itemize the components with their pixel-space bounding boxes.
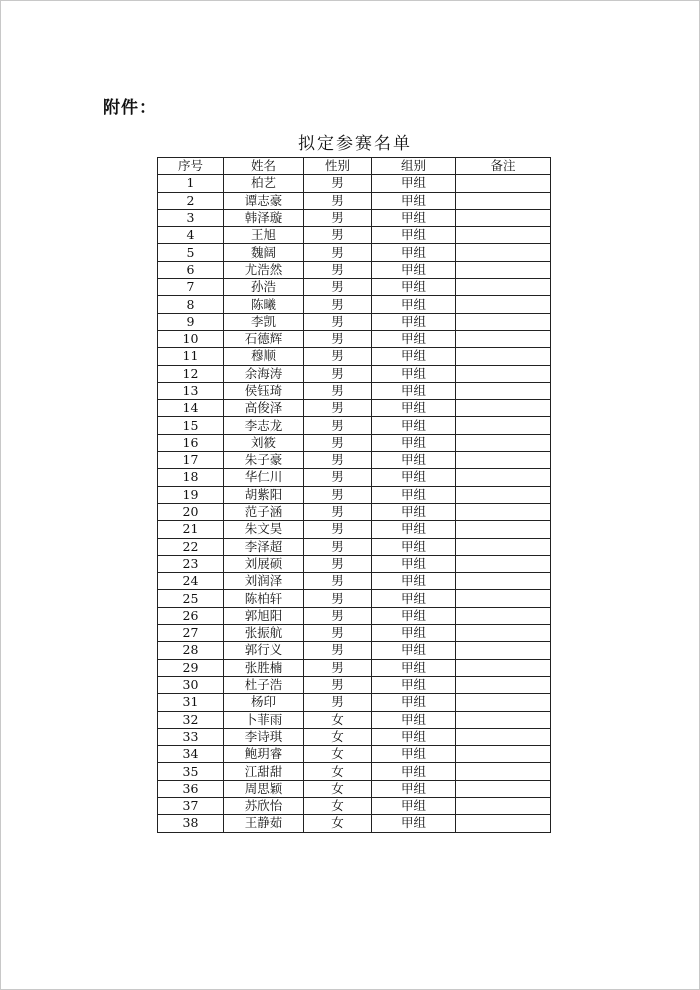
cell-group: 甲组	[372, 469, 456, 486]
cell-no: 28	[158, 642, 224, 659]
table-row	[158, 763, 551, 780]
cell-note	[456, 365, 551, 382]
cell-group: 甲组	[372, 330, 456, 347]
cell-note	[456, 590, 551, 607]
cell-name: 刘筱	[224, 434, 304, 451]
cell-name: 侯钰琦	[224, 382, 304, 399]
table-row	[158, 348, 551, 365]
cell-gender: 女	[304, 763, 372, 780]
cell-note	[456, 417, 551, 434]
cell-group: 甲组	[372, 797, 456, 814]
cell-gender: 男	[304, 434, 372, 451]
cell-group: 甲组	[372, 400, 456, 417]
cell-gender: 男	[304, 659, 372, 676]
attachment-label: 附件：	[103, 98, 157, 118]
cell-gender: 女	[304, 815, 372, 832]
cell-group: 甲组	[372, 815, 456, 832]
cell-note	[456, 400, 551, 417]
table-row	[158, 382, 551, 399]
cell-name: 郭行义	[224, 642, 304, 659]
cell-note	[456, 313, 551, 330]
table-row	[158, 555, 551, 572]
cell-no: 16	[158, 434, 224, 451]
cell-group: 甲组	[372, 607, 456, 624]
table-row	[158, 209, 551, 226]
cell-group: 甲组	[372, 659, 456, 676]
cell-no: 33	[158, 728, 224, 745]
cell-name: 周思颖	[224, 780, 304, 797]
cell-note	[456, 175, 551, 192]
cell-group: 甲组	[372, 538, 456, 555]
cell-gender: 男	[304, 279, 372, 296]
cell-group: 甲组	[372, 452, 456, 469]
table-row	[158, 797, 551, 814]
cell-name: 李泽超	[224, 538, 304, 555]
cell-no: 10	[158, 330, 224, 347]
cell-no: 15	[158, 417, 224, 434]
cell-note	[456, 469, 551, 486]
column-header-group: 组别	[372, 158, 456, 175]
cell-name: 鲍玥睿	[224, 746, 304, 763]
cell-group: 甲组	[372, 192, 456, 209]
cell-name: 柏艺	[224, 175, 304, 192]
cell-gender: 男	[304, 296, 372, 313]
table-row	[158, 279, 551, 296]
cell-gender: 男	[304, 538, 372, 555]
cell-note	[456, 711, 551, 728]
cell-gender: 女	[304, 728, 372, 745]
table-row	[158, 227, 551, 244]
cell-name: 江甜甜	[224, 763, 304, 780]
cell-group: 甲组	[372, 348, 456, 365]
cell-group: 甲组	[372, 746, 456, 763]
cell-gender: 男	[304, 417, 372, 434]
cell-note	[456, 694, 551, 711]
table-row	[158, 486, 551, 503]
cell-group: 甲组	[372, 296, 456, 313]
cell-no: 26	[158, 607, 224, 624]
table-row	[158, 417, 551, 434]
cell-name: 华仁川	[224, 469, 304, 486]
cell-note	[456, 746, 551, 763]
cell-note	[456, 434, 551, 451]
cell-name: 李凯	[224, 313, 304, 330]
cell-note	[456, 728, 551, 745]
column-header-number: 序号	[158, 158, 224, 175]
cell-no: 29	[158, 659, 224, 676]
cell-no: 30	[158, 676, 224, 693]
cell-gender: 女	[304, 797, 372, 814]
cell-gender: 男	[304, 503, 372, 520]
cell-note	[456, 244, 551, 261]
cell-gender: 男	[304, 625, 372, 642]
page-title: 拟定参赛名单	[298, 134, 412, 154]
column-header-note: 备注	[456, 158, 551, 175]
cell-name: 孙浩	[224, 279, 304, 296]
cell-name: 刘展硕	[224, 555, 304, 572]
cell-gender: 男	[304, 313, 372, 330]
cell-gender: 男	[304, 400, 372, 417]
table-row	[158, 469, 551, 486]
cell-name: 郭旭阳	[224, 607, 304, 624]
table-row	[158, 244, 551, 261]
cell-gender: 男	[304, 330, 372, 347]
cell-name: 尤浩然	[224, 261, 304, 278]
cell-no: 31	[158, 694, 224, 711]
cell-no: 21	[158, 521, 224, 538]
cell-note	[456, 382, 551, 399]
cell-name: 胡紫阳	[224, 486, 304, 503]
cell-name: 穆顺	[224, 348, 304, 365]
table-row	[158, 192, 551, 209]
table-row	[158, 452, 551, 469]
cell-note	[456, 815, 551, 832]
cell-group: 甲组	[372, 261, 456, 278]
cell-name: 李志龙	[224, 417, 304, 434]
cell-note	[456, 521, 551, 538]
cell-no: 38	[158, 815, 224, 832]
table-row	[158, 694, 551, 711]
cell-no: 25	[158, 590, 224, 607]
column-header-name: 姓名	[224, 158, 304, 175]
cell-gender: 男	[304, 469, 372, 486]
cell-name: 陈曦	[224, 296, 304, 313]
cell-name: 王静茹	[224, 815, 304, 832]
cell-group: 甲组	[372, 625, 456, 642]
table-row	[158, 538, 551, 555]
cell-no: 3	[158, 209, 224, 226]
cell-group: 甲组	[372, 763, 456, 780]
cell-group: 甲组	[372, 521, 456, 538]
table-row	[158, 330, 551, 347]
cell-gender: 男	[304, 486, 372, 503]
cell-group: 甲组	[372, 590, 456, 607]
cell-gender: 男	[304, 555, 372, 572]
table-row	[158, 642, 551, 659]
cell-group: 甲组	[372, 728, 456, 745]
cell-gender: 男	[304, 573, 372, 590]
cell-note	[456, 261, 551, 278]
cell-note	[456, 227, 551, 244]
cell-name: 张振航	[224, 625, 304, 642]
cell-no: 9	[158, 313, 224, 330]
cell-note	[456, 503, 551, 520]
cell-name: 卜菲雨	[224, 711, 304, 728]
cell-no: 37	[158, 797, 224, 814]
table-row	[158, 746, 551, 763]
cell-no: 34	[158, 746, 224, 763]
cell-note	[456, 538, 551, 555]
cell-gender: 男	[304, 676, 372, 693]
table-row	[158, 590, 551, 607]
cell-no: 17	[158, 452, 224, 469]
table-row	[158, 503, 551, 520]
table-row	[158, 175, 551, 192]
cell-note	[456, 763, 551, 780]
cell-group: 甲组	[372, 503, 456, 520]
table-row	[158, 521, 551, 538]
table-row	[158, 261, 551, 278]
cell-group: 甲组	[372, 279, 456, 296]
cell-note	[456, 607, 551, 624]
table-row	[158, 815, 551, 832]
cell-gender: 女	[304, 711, 372, 728]
cell-group: 甲组	[372, 694, 456, 711]
cell-name: 苏欣怡	[224, 797, 304, 814]
cell-gender: 男	[304, 590, 372, 607]
cell-no: 36	[158, 780, 224, 797]
cell-gender: 男	[304, 521, 372, 538]
cell-note	[456, 659, 551, 676]
cell-no: 6	[158, 261, 224, 278]
cell-note	[456, 780, 551, 797]
cell-gender: 男	[304, 192, 372, 209]
cell-name: 余海涛	[224, 365, 304, 382]
cell-gender: 男	[304, 607, 372, 624]
cell-note	[456, 486, 551, 503]
cell-gender: 男	[304, 642, 372, 659]
cell-gender: 女	[304, 746, 372, 763]
cell-note	[456, 797, 551, 814]
cell-name: 范子涵	[224, 503, 304, 520]
cell-note	[456, 555, 551, 572]
cell-group: 甲组	[372, 227, 456, 244]
cell-group: 甲组	[372, 573, 456, 590]
table-row	[158, 607, 551, 624]
cell-note	[456, 279, 551, 296]
cell-no: 7	[158, 279, 224, 296]
cell-no: 20	[158, 503, 224, 520]
cell-group: 甲组	[372, 780, 456, 797]
table-row	[158, 676, 551, 693]
cell-no: 35	[158, 763, 224, 780]
table-row	[158, 780, 551, 797]
table-row	[158, 296, 551, 313]
cell-note	[456, 642, 551, 659]
cell-name: 张胜楠	[224, 659, 304, 676]
cell-note	[456, 296, 551, 313]
table-row	[158, 711, 551, 728]
cell-group: 甲组	[372, 417, 456, 434]
table-row	[158, 625, 551, 642]
cell-group: 甲组	[372, 244, 456, 261]
cell-gender: 男	[304, 348, 372, 365]
cell-gender: 女	[304, 780, 372, 797]
cell-group: 甲组	[372, 175, 456, 192]
cell-no: 8	[158, 296, 224, 313]
column-header-gender: 性别	[304, 158, 372, 175]
table-row	[158, 573, 551, 590]
table-header-row	[158, 158, 551, 175]
table-row	[158, 313, 551, 330]
cell-no: 4	[158, 227, 224, 244]
participant-table	[157, 157, 551, 833]
cell-name: 谭志豪	[224, 192, 304, 209]
cell-gender: 男	[304, 382, 372, 399]
cell-no: 24	[158, 573, 224, 590]
cell-gender: 男	[304, 694, 372, 711]
table-row	[158, 400, 551, 417]
cell-group: 甲组	[372, 209, 456, 226]
cell-no: 22	[158, 538, 224, 555]
cell-no: 5	[158, 244, 224, 261]
cell-gender: 男	[304, 244, 372, 261]
cell-group: 甲组	[372, 486, 456, 503]
cell-no: 14	[158, 400, 224, 417]
cell-no: 1	[158, 175, 224, 192]
table-row	[158, 728, 551, 745]
cell-no: 32	[158, 711, 224, 728]
cell-name: 杜子浩	[224, 676, 304, 693]
cell-gender: 男	[304, 261, 372, 278]
cell-no: 18	[158, 469, 224, 486]
cell-name: 石德辉	[224, 330, 304, 347]
cell-gender: 男	[304, 452, 372, 469]
cell-gender: 男	[304, 365, 372, 382]
cell-no: 12	[158, 365, 224, 382]
table-row	[158, 659, 551, 676]
cell-group: 甲组	[372, 642, 456, 659]
cell-note	[456, 452, 551, 469]
cell-note	[456, 676, 551, 693]
cell-no: 13	[158, 382, 224, 399]
cell-note	[456, 192, 551, 209]
cell-group: 甲组	[372, 555, 456, 572]
cell-gender: 男	[304, 209, 372, 226]
cell-no: 11	[158, 348, 224, 365]
cell-group: 甲组	[372, 365, 456, 382]
cell-name: 朱文昊	[224, 521, 304, 538]
cell-name: 韩泽璇	[224, 209, 304, 226]
cell-no: 2	[158, 192, 224, 209]
cell-group: 甲组	[372, 382, 456, 399]
cell-name: 陈柏轩	[224, 590, 304, 607]
cell-name: 刘润泽	[224, 573, 304, 590]
cell-group: 甲组	[372, 676, 456, 693]
cell-note	[456, 625, 551, 642]
table-row	[158, 434, 551, 451]
cell-gender: 男	[304, 227, 372, 244]
cell-name: 高俊泽	[224, 400, 304, 417]
cell-note	[456, 348, 551, 365]
cell-group: 甲组	[372, 313, 456, 330]
cell-note	[456, 330, 551, 347]
cell-gender: 男	[304, 175, 372, 192]
cell-note	[456, 573, 551, 590]
cell-name: 杨印	[224, 694, 304, 711]
table-row	[158, 365, 551, 382]
cell-no: 23	[158, 555, 224, 572]
cell-group: 甲组	[372, 711, 456, 728]
cell-name: 李诗琪	[224, 728, 304, 745]
cell-name: 朱子豪	[224, 452, 304, 469]
cell-name: 王旭	[224, 227, 304, 244]
cell-group: 甲组	[372, 434, 456, 451]
cell-no: 19	[158, 486, 224, 503]
cell-no: 27	[158, 625, 224, 642]
cell-note	[456, 209, 551, 226]
cell-name: 魏阔	[224, 244, 304, 261]
